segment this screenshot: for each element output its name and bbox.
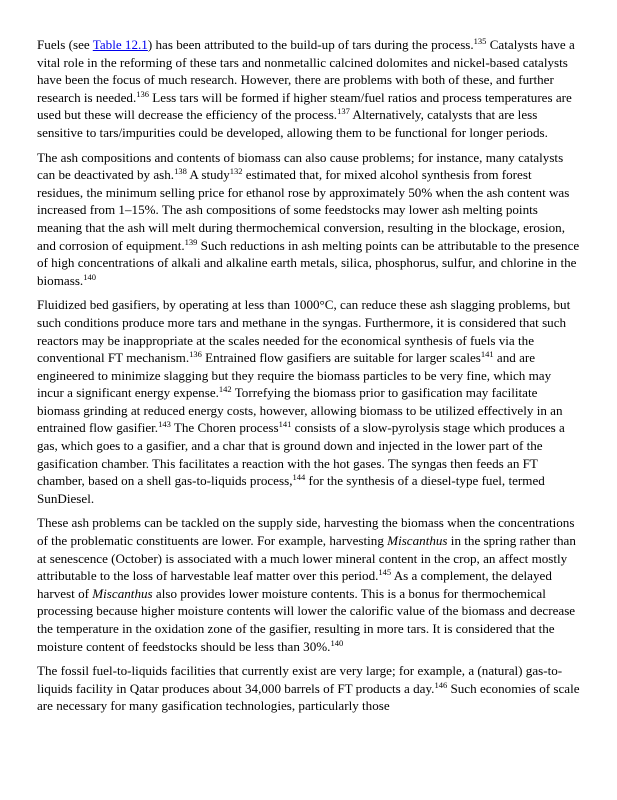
text-run: Torrefying the biomass prior to gasification may facilitate biomass grinding at reduced energy costs, however, allowing biomass to be utilized effectively in an entrained flow gasifier. <box>37 385 563 436</box>
text-run: in the spring rather than at senescence (October) is associated with a much lower mineral content in the crop, an affect mostly attributable to the loss of harvestable leaf matter over this period. <box>37 533 576 584</box>
text-run: As a complement, the delayed harvest of <box>37 568 552 601</box>
table-reference-link[interactable]: Table 12.1 <box>92 37 148 52</box>
reference-superscript: 138 <box>174 166 187 177</box>
reference-superscript: 139 <box>184 236 198 247</box>
paragraph-gasifiers <box>37 296 581 507</box>
reference-superscript: 145 <box>378 567 392 578</box>
text-run: Less tars will be formed if higher steam/fuel ratios and process temperatures are used but these will decrease the efficiency of the process. <box>37 89 572 123</box>
text-run: Such economies of scale are necessary for many gasification technologies, particularly those <box>37 680 580 714</box>
reference-superscript: 144 <box>292 472 306 483</box>
reference-superscript: 132 <box>229 166 243 177</box>
document-body <box>37 36 581 722</box>
text-run: Alternatively, catalysts that are less sensitive to tars/impurities could be developed, allowing them to be functional for longer periods. <box>37 107 548 140</box>
text-run: Such reductions in ash melting points can be attributable to the presence of high concentrations of alkali and alkaline earth metals, silica, phosphorus, sulfur, and chlorine in the biomass. <box>37 237 580 288</box>
reference-superscript: 140 <box>330 637 344 648</box>
reference-superscript: 142 <box>218 384 232 395</box>
text-run: also provides lower moisture contents. This is a bonus for thermochemical processing because higher moisture contents will lower the calorific value of the biomass and decrease the temperature in the oxidation zone of the gasifier, resulting in more tars. It is considered that the moisture content of feedstocks should be less than 30%. <box>37 585 576 654</box>
italic-term: Miscanthus <box>387 533 448 549</box>
reference-superscript: 136 <box>189 349 202 360</box>
reference-superscript: 135 <box>473 36 487 46</box>
reference-superscript: 146 <box>434 679 448 690</box>
text-run: Entrained flow gasifiers are suitable for larger scales <box>201 350 481 366</box>
text-run: consists of a slow-pyrolysis stage which produces a gas, which goes to a gasifier, and a char that is ground down and injected in the lower part of the gasification chamber. This facilitates a reaction with the hot gases. The syngas then feeds an FT chamber, based on a shell gas-to-liquids process, <box>37 420 565 489</box>
text-run: and are engineered to minimize slagging but they require the biomass particles to be very fine, which may incur a significant energy expense. <box>37 350 552 401</box>
reference-superscript: 141 <box>278 419 292 430</box>
text-run: for the synthesis of a diesel-type fuel, termed SunDiesel. <box>37 473 545 506</box>
text-run: ) has been attributed to the build-up of tars during the process. <box>147 37 474 52</box>
italic-term: Miscanthus <box>92 585 153 601</box>
reference-superscript: 137 <box>337 106 350 117</box>
text-run: Catalysts have a vital role in the reforming of these tars and nonmetallic calcined dolomites and nickel-based catalysts have been the focus of much research. However, there are problems with both of these, and further research is needed. <box>37 37 575 105</box>
paragraph-supply-side-harvesting <box>37 514 581 655</box>
paragraph-economies-of-scale <box>37 662 581 715</box>
reference-superscript: 143 <box>158 419 171 430</box>
text-run: estimated that, for mixed alcohol synthesis from forest residues, the minimum selling price for ethanol rose by approximately 50% when the ash content was increased from 1–15%. The ash compositions of some feedstocks may lower ash melting points meaning that the ash will melt during thermochemical conversion, resulting in the blockage, erosion, and corrosion of equipment. <box>37 167 570 253</box>
reference-superscript: 140 <box>83 271 96 282</box>
text-run: The fossil fuel-to-liquids facilities that currently exist are very large; for example, a (natural) gas-to-liquids facility in Qatar produces about 34,000 barrels of FT products a day. <box>37 663 563 696</box>
text-run: The Choren process <box>170 420 279 436</box>
reference-superscript: 141 <box>480 349 494 360</box>
text-run: The ash compositions and contents of biomass can also cause problems; for instance, many catalysts can be deactivated by ash. <box>37 149 564 183</box>
text-run: Fuels (see <box>37 37 93 52</box>
paragraph-ash-compositions <box>37 149 581 290</box>
reference-superscript: 136 <box>136 88 149 99</box>
text-run: A study <box>186 167 230 183</box>
paragraph-tar-catalysts <box>37 36 581 142</box>
text-run: These ash problems can be tackled on the supply side, harvesting the biomass when the concentrations of the problematic constituents are lower. For example, harvesting <box>37 515 575 549</box>
text-run: Fluidized bed gasifiers, by operating at less than 1000°C, can reduce these ash slagging problems, but such conditions produce more tars and methane in the syngas. Furthermore, it is considered that such reactors may be inappropriate at the scales needed for the economical synthesis of fuels via the conventional FT mechanism. <box>37 297 571 366</box>
